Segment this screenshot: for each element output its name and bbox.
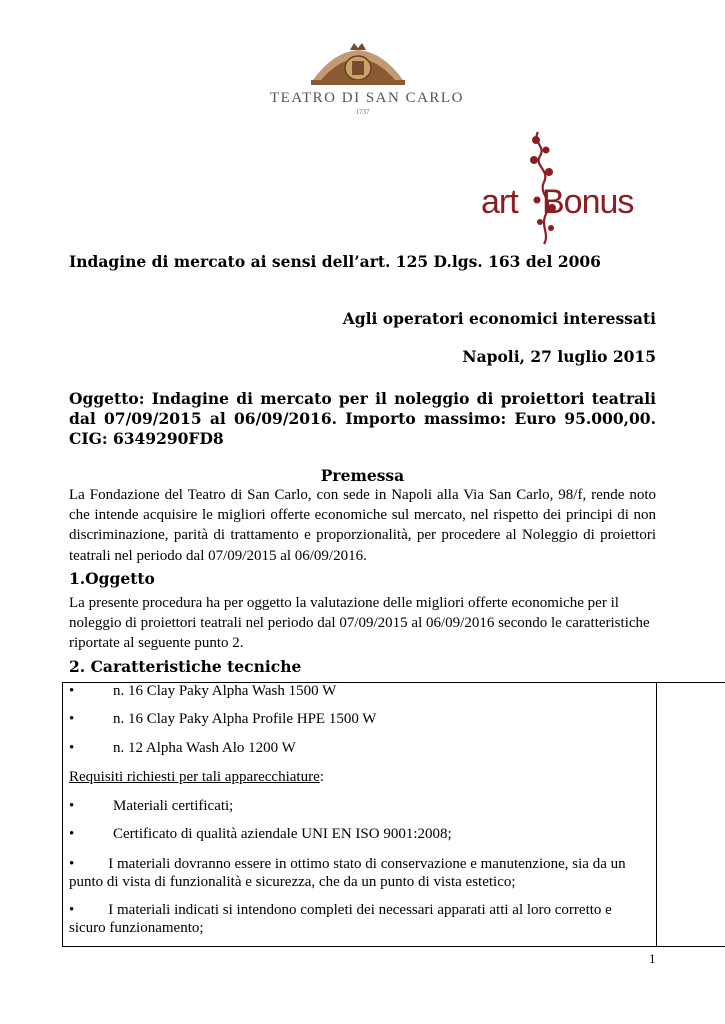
place-date-line: Napoli, 27 luglio 2015 [462, 347, 656, 366]
page-number: 1 [649, 951, 656, 966]
specifications-table-second-column [656, 682, 725, 947]
bullet-icon: • [69, 826, 75, 842]
requisiti-label-text: Requisiti richiesti per tali apparecchiature [69, 769, 320, 785]
teatro-year: 1737 [355, 108, 370, 116]
bullet-icon: • [69, 856, 75, 872]
subject-paragraph: Oggetto: Indagine di mercato per il noleggio di proiettori teatrali dal 07/09/2015 al 06/09/2016. Importo massimo: Euro 95.000,00. CIG: 6349290FD8 [69, 389, 656, 448]
premessa-body: La Fondazione del Teatro di San Carlo, con sede in Napoli alla Via San Carlo, 98/f, rende noto che intende acquisire le migliori offerte economiche sul mercato, nel rispetto dei principi di non discriminazione, parità di trattamento e proporzionalità, per procedere al Noleggio di proiettori teatrali nel periodo dal 07/09/2015 al 06/09/2016. [69, 487, 656, 564]
section-1-body: La presente procedura ha per oggetto la valutazione delle migliori offerte economiche per il noleggio di proiettori teatrali nel periodo dal 07/09/2015 al 06/09/2016 secondo le caratteristiche riportate al seguente punto 2. [69, 595, 650, 652]
requirement-item-text: Certificato di qualità aziendale UNI EN ISO 9001:2008; [113, 826, 452, 842]
teatro-name: TEATRO DI SAN CARLO [270, 90, 464, 106]
equipment-item-text: n. 16 Clay Paky Alpha Wash 1500 W [113, 683, 337, 699]
requisiti-label [69, 769, 324, 786]
bullet-icon: • [69, 798, 75, 814]
crest-icon [303, 42, 413, 90]
recipients-line: Agli operatori economici interessati [342, 309, 656, 328]
bullet-icon: • [69, 711, 75, 727]
premessa-title: Premessa [320, 466, 405, 485]
requisiti-label-colon: : [319, 769, 324, 785]
artbonus-bonus-text: Bonus [542, 183, 634, 221]
section-2-title: 2. Caratteristiche tecniche [69, 657, 302, 676]
requirement-item-text: Materiali certificati; [113, 798, 234, 814]
requirement-item [69, 855, 651, 891]
bullet-icon: • [69, 740, 75, 756]
bullet-icon: • [69, 683, 75, 699]
bullet-icon: • [69, 902, 75, 918]
requirement-item-text: I materiali dovranno essere in ottimo stato di conservazione e manutenzione, sia da un punto di vista di funzionalità e sicurezza, che da un punto di vista estetico; [69, 856, 626, 890]
indagine-heading: Indagine di mercato ai sensi dell’art. 125 D.lgs. 163 del 2006 [69, 252, 601, 271]
equipment-item-text: n. 16 Clay Paky Alpha Profile HPE 1500 W [113, 711, 377, 727]
requirement-item-text: I materiali indicati si intendono completi dei necessari apparati atti al loro corretto e sicuro funzionamento; [69, 902, 612, 936]
artbonus-art-text: art [481, 183, 518, 221]
section-1-title: 1.Oggetto [69, 569, 155, 588]
requirement-item [69, 901, 651, 937]
equipment-item-text: n. 12 Alpha Wash Alo 1200 W [113, 740, 296, 756]
